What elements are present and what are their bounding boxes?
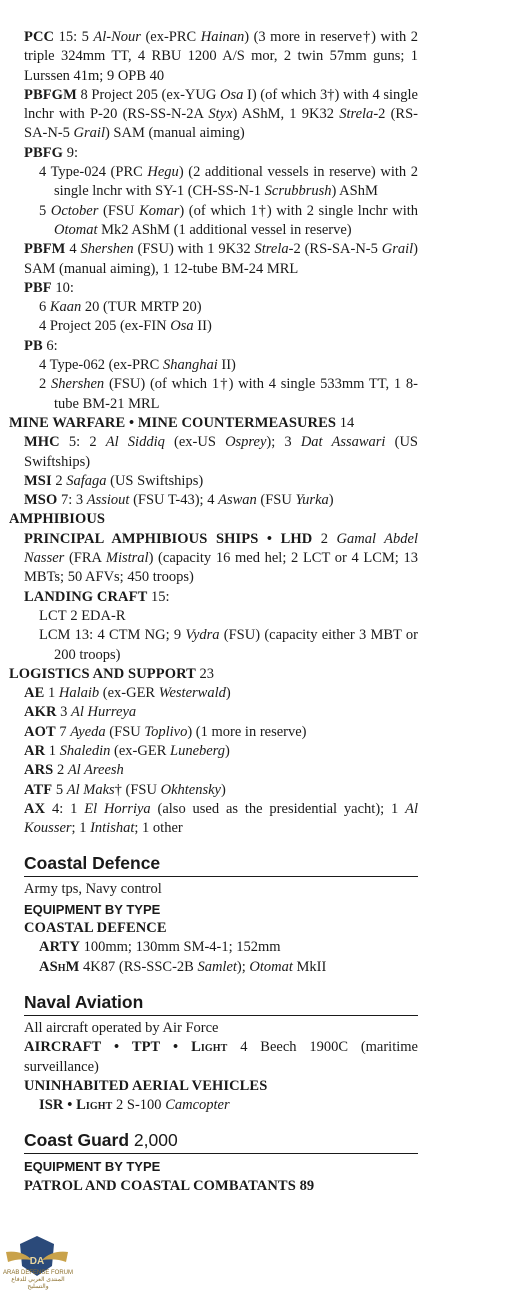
svg-text:DA: DA — [29, 1256, 45, 1267]
entry-pbfg: PBFG 9: — [24, 144, 78, 161]
aviation-isr: ISR • Light 2 S-100 Camcopter — [39, 1097, 230, 1114]
entry-aot: AOT 7 Ayeda (FSU Toplivo) (1 more in reserve) — [24, 723, 307, 740]
aviation-aircraft: AIRCRAFT • TPT • Light 4 Beech 1900C (maritime surveillance) — [24, 1039, 418, 1075]
section-naval-aviation: Naval Aviation — [24, 991, 418, 1016]
aviation-note: All aircraft operated by Air Force — [24, 1019, 219, 1036]
coastguard-equipment-heading: EQUIPMENT BY TYPE — [24, 1159, 161, 1175]
entry-logistics: LOGISTICS AND SUPPORT 23 — [9, 665, 215, 682]
entry-mhc: MHC 5: 2 Al Siddiq (ex-US Osprey); 3 Dat Assawari (US Swiftships) — [24, 434, 418, 470]
coastguard-patrol: PATROL AND COASTAL COMBATANTS 89 — [24, 1177, 315, 1194]
entry-october: 5 October (FSU Komar) (of which 1†) with 2 single lnchr with Otomat Mk2 AShM (1 additional vessel in reserve) — [39, 202, 418, 238]
document-body — [0, 28, 513, 1196]
entry-ar: AR 1 Shaledin (ex-GER Luneberg) — [24, 742, 230, 759]
aviation-uav-category: UNINHABITED AERIAL VEHICLES — [24, 1077, 268, 1094]
coastal-control: Army tps, Navy control — [24, 881, 162, 898]
entry-akr: AKR 3 Al Hurreya — [24, 704, 137, 721]
entry-pbf: PBF 10: — [24, 279, 74, 296]
entry-shershen: 2 Shershen (FSU) (of which 1†) with 4 single 533mm TT, 1 8-tube BM-21 MRL — [39, 376, 419, 412]
section-coastal-defence: Coastal Defence — [24, 852, 418, 877]
entry-msi: MSI 2 Safaga (US Swiftships) — [24, 472, 204, 489]
entry-atf: ATF 5 Al Maks† (FSU Okhtensky) — [24, 781, 226, 798]
coastal-category: COASTAL DEFENCE — [24, 920, 167, 937]
entry-pb: PB 6: — [24, 337, 58, 354]
entry-lcm: LCM 13: 4 CTM NG; 9 Vydra (FSU) (capacity either 3 MBT or 200 troops) — [39, 627, 418, 663]
entry-landing-craft: LANDING CRAFT 15: — [24, 588, 170, 605]
coastal-ashm: AShM 4K87 (RS-SSC-2B Samlet); Otomat MkII — [39, 958, 327, 975]
coastal-arty: ARTY 100mm; 130mm SM-4-1; 152mm — [39, 939, 281, 956]
entry-pbfm: PBFM 4 Shershen (FSU) with 1 9K32 Strela-2 (RS-SA-N-5 Grail) SAM (manual aiming), 1 12-tube BM-24 MRL — [24, 241, 419, 277]
entry-mso: MSO 7: 3 Assiout (FSU T-43); 4 Aswan (FSU Yurka) — [24, 492, 334, 509]
entry-lct: LCT 2 EDA-R — [39, 607, 126, 624]
coastal-equipment-heading: EQUIPMENT BY TYPE — [24, 901, 161, 917]
entry-pcc: PCC 15: 5 Al-Nour (ex-PRC Hainan) (3 more in reserve†) with 2 triple 324mm TT, 4 RBU 1200 A/S mor, 2 twin 57mm guns; 1 Lurssen 41m; 9 OPB 40 — [24, 29, 419, 84]
entry-osa2: 4 Project 205 (ex-FIN Osa II) — [39, 318, 212, 335]
entry-ars: ARS 2 Al Areesh — [24, 762, 124, 779]
entry-lhd: PRINCIPAL AMPHIBIOUS SHIPS • LHD 2 Gamal Abdel Nasser (FRA Mistral) (capacity 16 med hel; 2 LCT or 4 LCM; 13 MBTs; 50 AFVs; 450 troops) — [24, 530, 418, 586]
entry-pbfgm: PBFGM 8 Project 205 (ex-YUG Osa I) (of which 3†) with 4 single lnchr with P-20 (RS-SS-N-2A Styx) AShM, 1 9K32 Strela-2 (RS-SA-N-5 Grail) SAM (manual aiming) — [24, 86, 418, 142]
entry-kaan: 6 Kaan 20 (TUR MRTP 20) — [39, 299, 202, 316]
entry-amphibious: AMPHIBIOUS — [9, 511, 106, 528]
entry-mine-warfare: MINE WARFARE • MINE COUNTERMEASURES 14 — [9, 414, 355, 431]
logo-caption: ARAB DEFENSE FORUM المنتدى العربي للدفاع والتسليح — [3, 1270, 74, 1290]
section-coast-guard: Coast Guard 2,000 — [24, 1129, 418, 1154]
entry-ax: AX 4: 1 El Horriya (also used as the presidential yacht); 1 Al Kousser; 1 Intishat; 1 other — [24, 800, 418, 837]
entry-type-062: 4 Type-062 (ex-PRC Shanghai II) — [39, 357, 236, 374]
entry-type-024: 4 Type-024 (PRC Hegu) (2 additional vessels in reserve) with 2 single lnchr with SY-1 (CH-SS-N-1 Scrubbrush) AShM — [39, 164, 418, 200]
entry-ae: AE 1 Halaib (ex-GER Westerwald) — [24, 685, 231, 702]
